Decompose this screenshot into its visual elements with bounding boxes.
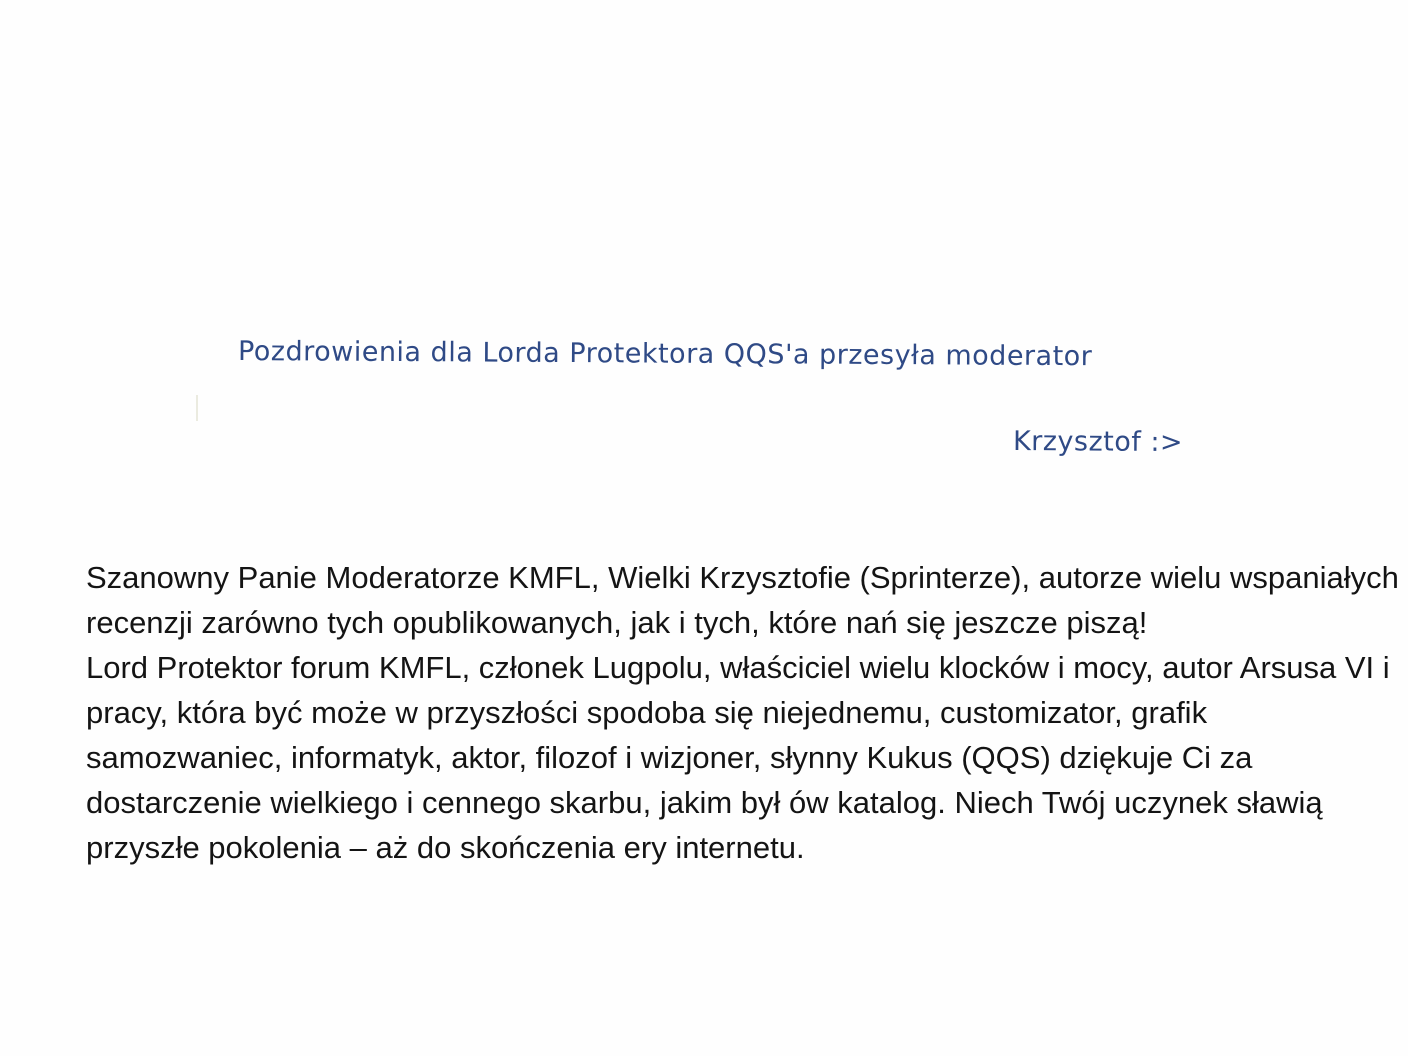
handwritten-signature: Krzysztof :> bbox=[1012, 426, 1184, 459]
handwritten-greeting: Pozdrowienia dla Lorda Protektora QQS'a przesyła moderator bbox=[237, 336, 1093, 373]
letter-body bbox=[86, 555, 1401, 870]
letter-paragraph-salutation: Szanowny Panie Moderatorze KMFL, Wielki Krzysztofie (Sprinterze), autorze wielu wspaniałych recenzji zarówno tych opublikowanych, jak i tych, które nań się jeszcze piszą! bbox=[86, 560, 1399, 640]
scan-artifact bbox=[196, 395, 198, 421]
letter-paragraph-thanks: Lord Protektor forum KMFL, członek Lugpolu, właściciel wielu klocków i mocy, autor Arsusa VI i pracy, która być może w przyszłości spodoba się niejednemu, customizator, grafik samozwaniec, informatyk, aktor, filozof i wizjoner, słynny Kukus (QQS) dziękuje Ci za dostarczenie wielkiego i cennego skarbu, jakim był ów katalog. Niech Twój uczynek sławią przyszłe pokolenia – aż do skończenia ery internetu. bbox=[86, 650, 1390, 865]
